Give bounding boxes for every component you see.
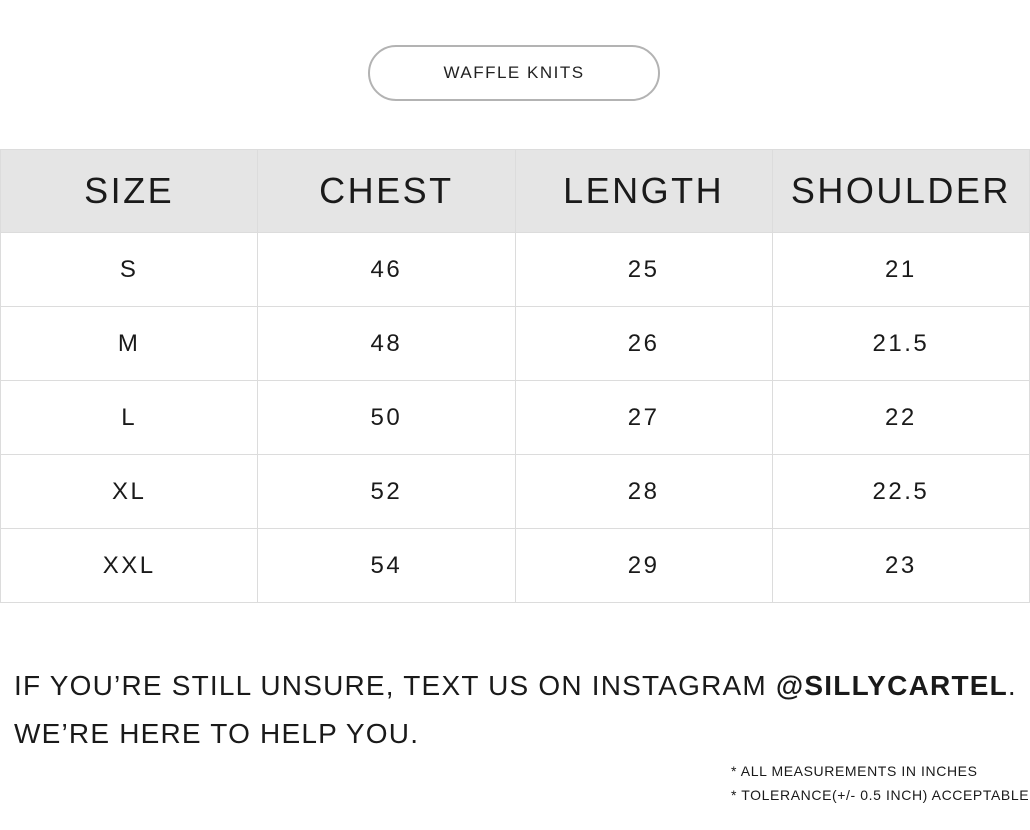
help-line-2: WE’RE HERE TO HELP YOU.	[14, 718, 420, 749]
table-cell-length: 26	[515, 307, 772, 381]
note-measurement-units: * ALL MEASUREMENTS IN INCHES	[731, 763, 978, 779]
table-cell-chest: 50	[258, 381, 515, 455]
table-cell-length: 27	[515, 381, 772, 455]
tab-waffle-knits[interactable]: WAFFLE KNITS	[368, 45, 660, 101]
table-cell-size: XXL	[1, 529, 258, 603]
table-cell-size: S	[1, 233, 258, 307]
table-cell-chest: 48	[258, 307, 515, 381]
table-cell-chest: 52	[258, 455, 515, 529]
help-line-1	[14, 662, 1017, 710]
table-header-row	[1, 150, 1030, 233]
table-cell-shoulder: 23	[772, 529, 1029, 603]
table-cell-shoulder: 22	[772, 381, 1029, 455]
table-cell-shoulder: 22.5	[772, 455, 1029, 529]
table-cell-size: M	[1, 307, 258, 381]
table-cell-chest: 46	[258, 233, 515, 307]
table-cell-chest: 54	[258, 529, 515, 603]
table-cell-size: L	[1, 381, 258, 455]
measurement-notes	[731, 759, 1029, 807]
table-row	[1, 307, 1030, 381]
table-cell-length: 28	[515, 455, 772, 529]
table-row	[1, 381, 1030, 455]
help-line-1-period: .	[1007, 670, 1017, 701]
table-cell-length: 25	[515, 233, 772, 307]
column-header-length: LENGTH	[515, 150, 772, 233]
note-tolerance: * TOLERANCE(+/- 0.5 INCH) ACCEPTABLE	[731, 787, 1030, 803]
table-cell-shoulder: 21	[772, 233, 1029, 307]
help-message	[14, 662, 1017, 758]
size-chart-table	[0, 149, 1030, 603]
column-header-size: SIZE	[1, 150, 258, 233]
column-header-shoulder: SHOULDER	[772, 150, 1029, 233]
help-line-1-text: IF YOU’RE STILL UNSURE, TEXT US ON INSTAGRAM	[14, 670, 776, 701]
column-header-chest: CHEST	[258, 150, 515, 233]
table-row	[1, 529, 1030, 603]
instagram-handle-link[interactable]: @SILLYCARTEL	[775, 670, 1008, 701]
table-cell-shoulder: 21.5	[772, 307, 1029, 381]
table-cell-size: XL	[1, 455, 258, 529]
table-row	[1, 233, 1030, 307]
table-cell-length: 29	[515, 529, 772, 603]
table-row	[1, 455, 1030, 529]
